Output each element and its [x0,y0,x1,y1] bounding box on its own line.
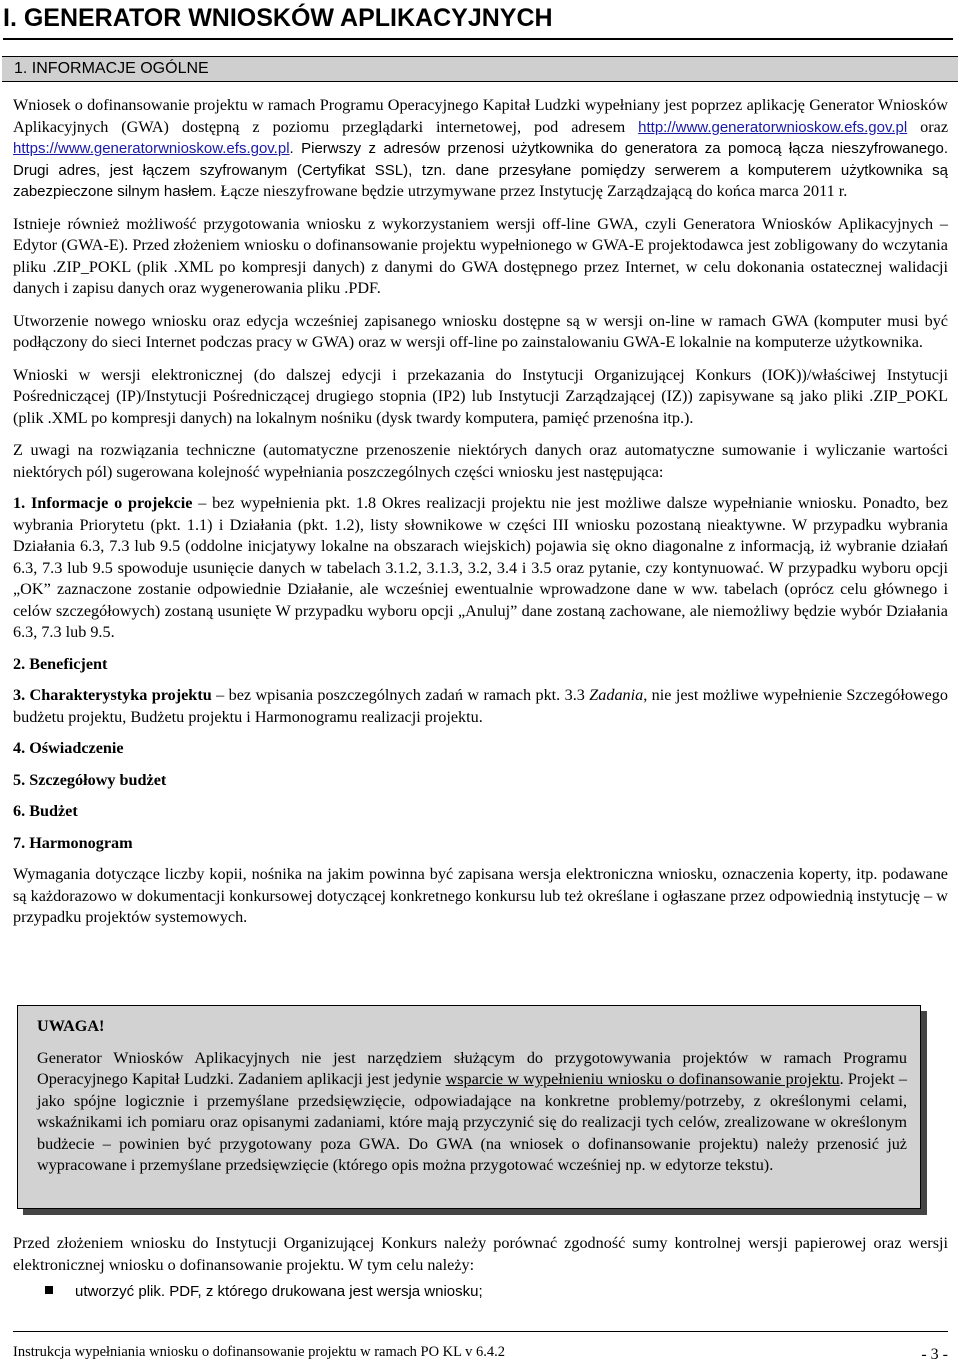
section-title: 1. INFORMACJE OGÓLNE [14,60,209,77]
step-3 [13,685,948,728]
warning-text [37,1048,907,1177]
paragraph-electronic: Wnioski w wersji elektronicznej (do dalszej edycji i przekazania do Instytucji Organizującej Konkurs (IOK))/właściwej Instytucji Pośredniczącej (IP)/Instytucji Pośredniczącej drugiego stopnia (IP2) lub Instytucji Zarządzającej (IZ)) zapisywane są jako pliki .ZIP_POKL (plik .XML po kompresji danych) na lokalnym nośniku (dysk twardy komputera, pamięć przenośna itp.). [13,365,948,427]
paragraph-gwa-intro [13,95,948,203]
paragraph-online: Utworzenie nowego wniosku oraz edycja wcześniej zapisanego wniosku dostępne są w wersji on-line w ramach GWA (komputer musi być podłączony do sieci Internet podczas pracy w GWA) oraz w wersji off-line po zainstalowaniu GWA-E lokalnie na komputerze użytkownika. [13,311,948,351]
bullet-list [13,1281,948,1303]
bullet-item-pdf: utworzyć plik. PDF, z którego drukowana jest wersja wniosku; [75,1283,483,1300]
step-7: 7. Harmonogram [13,833,133,852]
step-5: 5. Szczegółowy budżet [13,770,167,789]
warning-box [17,1005,921,1209]
page-title: I. GENERATOR WNIOSKÓW APLIKACYJNYCH [3,3,953,40]
intro-conjunction: oraz [907,117,948,136]
generator-https-link[interactable]: https://www.generatorwnioskow.efs.gov.pl [13,140,290,157]
warning-heading: UWAGA! [37,1017,105,1035]
step-1-text: – bez wypełnienia pkt. 1.8 Okres realizacji projektu nie jest możliwe dalsze wypełnianie wniosku. Ponadto, bez wybrania Priorytetu (pkt. 1.1) i Działania (pkt. 1.2), listy słownikowe w części III wniosku pozostaną nieaktywne. W przypadku wybrania Działania 6.3, 7.3 lub 9.5 (oddolne inicjatywy lokalne na obszarach wiejskich) pojawia się okno diagonalne z informacją, iż wybranie działań 6.3, 7.3 lub 9.5 spowoduje usunięcie danych w tabelach 3.1.2, 3.1.3, 3.2, 3.4 i 3.5 oraz pytanie, czy kontynuować. W przypadku wyboru opcji „OK” zaznaczone zostanie odpowiednie Działanie, ale wcześniej ewentualnie wprowadzone dane w ww. tabelach (oprócz celu głównego i celów szczegółowych) zostaną usunięte W przypadku wyboru opcji „Anuluj” dane zostaną zachowane, ale niemożliwy będzie wybór Działania 6.3, 7.3 lub 9.5. [13,494,948,641]
warning-text-b: . Projekt – jako spójne logicznie i przemyślane przedsięwzięcie, odpowiadające na konkretne problemy/potrzeby, z określonymi celami, wskaźnikami ich pomiaru oraz opisanymi zadaniami, które mają przyczynić się do realizacji tych celów, zrealizowane w określonym budżecie – powinien być przygotowany poza GWA. Do GWA (na wniosek o dofinansowanie projektu) należy przenosić już wypracowane i przemyślane przedsięwzięcie (którego opis można przygotować wcześniej np. w edytorze tekstu). [37,1070,907,1174]
warning-text-a: Generator Wniosków Aplikacyjnych nie jest narzędziem służącym do przygotowywania projektów w ramach Programu Operacyjnego Kapitał Ludzki. Zadaniem aplikacji jest jedynie [37,1048,907,1088]
page-footer [13,1331,948,1363]
body-text [13,95,948,929]
step-1-heading: 1. Informacje o projekcie [13,494,193,512]
ssl-description: . Pierwszy z adresów przenosi użytkownika do generatora za pomocą łącza nieszyfrowanego. Drugi adres, jest łączem szyfrowanym (Certyfikat SSL), tzn. dane przesyłane pomiędzy serwerem a komputerem użytkownika są zabezpieczone silnym hasłem. [13,140,948,200]
paragraph-requirements: Wymagania dotyczące liczby kopii, nośnika na jakim powinna być zapisana wersja elektroniczna wniosku, oznaczenia koperty, itp. podawane są każdorazowo w dokumentacji konkursowej dotyczącej konkretnego konkursu lub też określane i ogłaszane przez odpowiednią instytucję – w przypadku projektów systemowych. [13,865,948,926]
paragraph-order: Z uwagi na rozwiązania techniczne (automatyczne przenoszenie niektórych danych oraz automatyczne sumowanie i wyliczanie wartości niektórych pól) sugerowana kolejność wypełniania poszczególnych części wniosku jest następująca: [13,441,948,481]
paragraph-checksum: Przed złożeniem wniosku do Instytucji Organizującej Konkurs należy porównać zgodność sumy kontrolnej wersji papierowej oraz wersji elektronicznej wniosku o dofinansowanie projektu. W tym celu należy: [13,1234,948,1274]
step-6: 6. Budżet [13,802,78,820]
warning-content [37,1016,907,1177]
step-3-text-b: , nie jest możliwe wypełnienie Szczegółowego budżetu projektu, Budżetu projektu i Harmonogramu realizacji projektu. [13,686,948,726]
step-4: 4. Oświadczenie [13,739,124,757]
generator-http-link[interactable]: http://www.generatorwnioskow.efs.gov.pl [638,118,908,136]
warning-underlined: wsparcie w wypełnieniu wniosku o dofinansowanie projektu [445,1070,840,1088]
paragraph-offline: Istnieje również możliwość przygotowania wniosku z wykorzystaniem wersji off-line GWA, czyli Generatora Wniosków Aplikacyjnych – Edytor (GWA-E). Przed złożeniem wniosku o dofinansowanie projektu wypełnionego w GWA-E projektodawca jest zobligowany do wczytania pliku .ZIP_POKL (plik .XML po kompresji danych) z danymi do GWA dostępnego przez Internet, w celu dokonania ostatecznej walidacji danych i zapisu danych oraz wygenerowania pliku .PDF. [13,214,948,297]
step-3-text-a: – bez wpisania poszczególnych zadań w ramach pkt. 3.3 [211,686,590,704]
intro-text: Wniosek o dofinansowanie projektu w ramach Programu Operacyjnego Kapitał Ludzki wypełniany jest poprzez aplikację Generator Wniosków Aplikacyjnych (GWA) dostępną z poziomu przeglądarki internetowej, pod adresem [13,96,948,136]
step-2: 2. Beneficjent [13,654,108,673]
section-header [2,56,958,82]
step-1 [13,493,948,644]
unencrypted-deadline: Łącze nieszyfrowane będzie utrzymywane przez Instytucję Zarządzającą do końca marca 2011 r. [216,182,848,200]
step-3-italic: Zadania [589,686,644,704]
step-3-heading: 3. Charakterystyka projektu [13,686,212,704]
square-bullet-icon [45,1286,53,1294]
page-number: - 3 - [921,1346,948,1363]
footer-document-title: Instrukcja wypełniania wniosku o dofinansowanie projektu w ramach PO KL v 6.4.2 [13,1344,505,1360]
